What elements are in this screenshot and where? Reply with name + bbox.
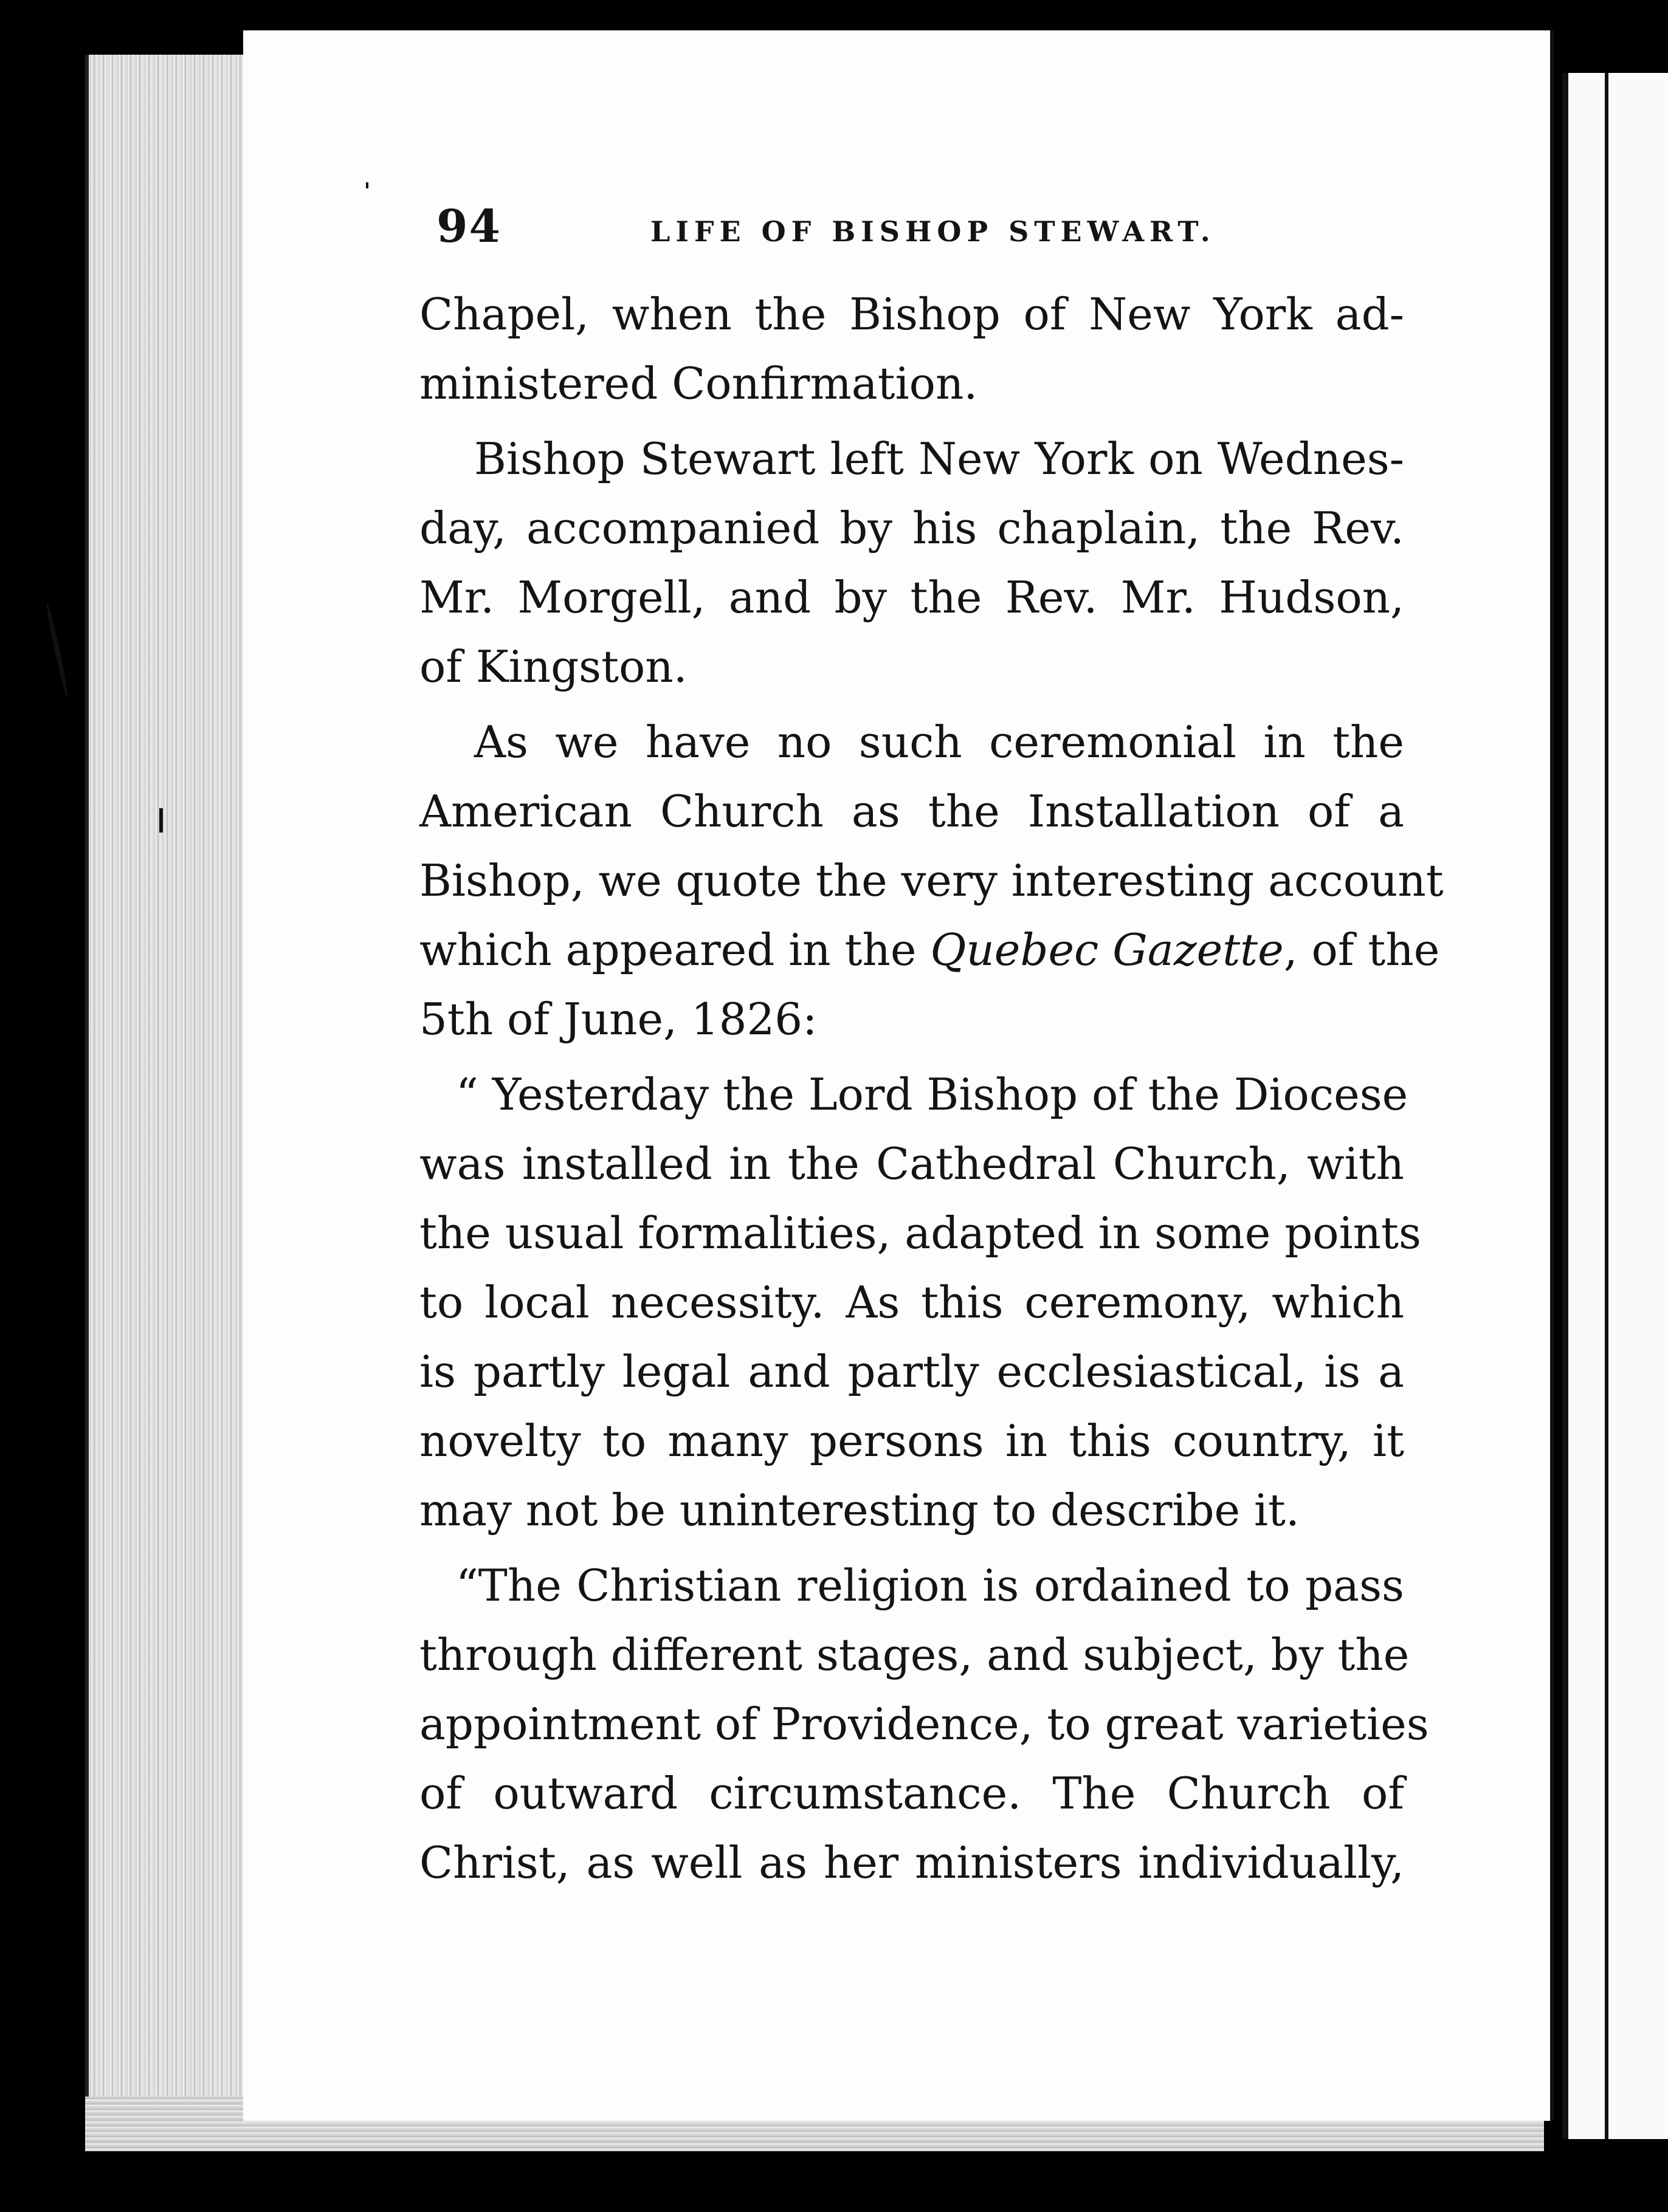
- text-line: of Kingston.: [419, 641, 688, 692]
- text-line: [419, 915, 1440, 984]
- text-fragment: which appeared in the: [419, 924, 917, 975]
- text-line: Chapel, when the Bishop of New York ad-: [419, 289, 1404, 340]
- page-number: 94: [436, 201, 501, 253]
- text-line: of outward circumstance. The Church of: [419, 1768, 1404, 1819]
- quoted-paragraph: [419, 1551, 1429, 1897]
- newspaper-title: Quebec Gazette: [930, 924, 1284, 975]
- text-line: novelty to many persons in this country, it: [419, 1415, 1404, 1466]
- running-head: [419, 182, 1404, 253]
- text-line: may not be uninteresting to describe it.: [419, 1485, 1300, 1536]
- text-line: Bishop, we quote the very interesting account: [419, 855, 1444, 906]
- scan-mark: [366, 182, 368, 188]
- text-line: the usual formalities, adapted in some points: [419, 1207, 1421, 1259]
- page-text: [419, 182, 1444, 1897]
- text-line: day, accompanied by his chaplain, the Rev.: [419, 503, 1404, 554]
- text-line: was installed in the Cathedral Church, with: [419, 1138, 1404, 1189]
- text-line: “ Yesterday the Lord Bishop of the Diocese: [456, 1069, 1408, 1120]
- paragraph: [419, 424, 1404, 701]
- running-title: LIFE OF BISHOP STEWART.: [650, 215, 1216, 248]
- paragraph: [419, 707, 1444, 1054]
- text-line: is partly legal and partly ecclesiastical, is a: [419, 1346, 1404, 1397]
- text-line: 5th of June, 1826:: [419, 994, 818, 1045]
- text-line: Christ, as well as her ministers individually,: [419, 1837, 1404, 1888]
- text-line: through different stages, and subject, by the: [419, 1629, 1410, 1680]
- scan-mark: [44, 602, 69, 698]
- text-line: to local necessity. As this ceremony, which: [419, 1277, 1404, 1328]
- paragraph: [419, 280, 1404, 418]
- text-line: ministered Confirmation.: [419, 358, 978, 409]
- text-fragment: , of the: [1283, 924, 1440, 975]
- text-line: Bishop Stewart left New York on Wednes-: [474, 433, 1404, 484]
- text-line: As we have no such ceremonial in the: [474, 716, 1404, 768]
- text-line: American Church as the Installation of a: [419, 786, 1404, 837]
- quoted-paragraph: [419, 1060, 1421, 1545]
- text-line: “The Christian religion is ordained to pass: [456, 1560, 1404, 1611]
- text-line: Mr. Morgell, and by the Rev. Mr. Hudson,: [419, 572, 1404, 623]
- facing-page-edge: [1562, 73, 1668, 2139]
- text-line: appointment of Providence, to great varieties: [419, 1698, 1429, 1750]
- scan-mark: [159, 808, 163, 833]
